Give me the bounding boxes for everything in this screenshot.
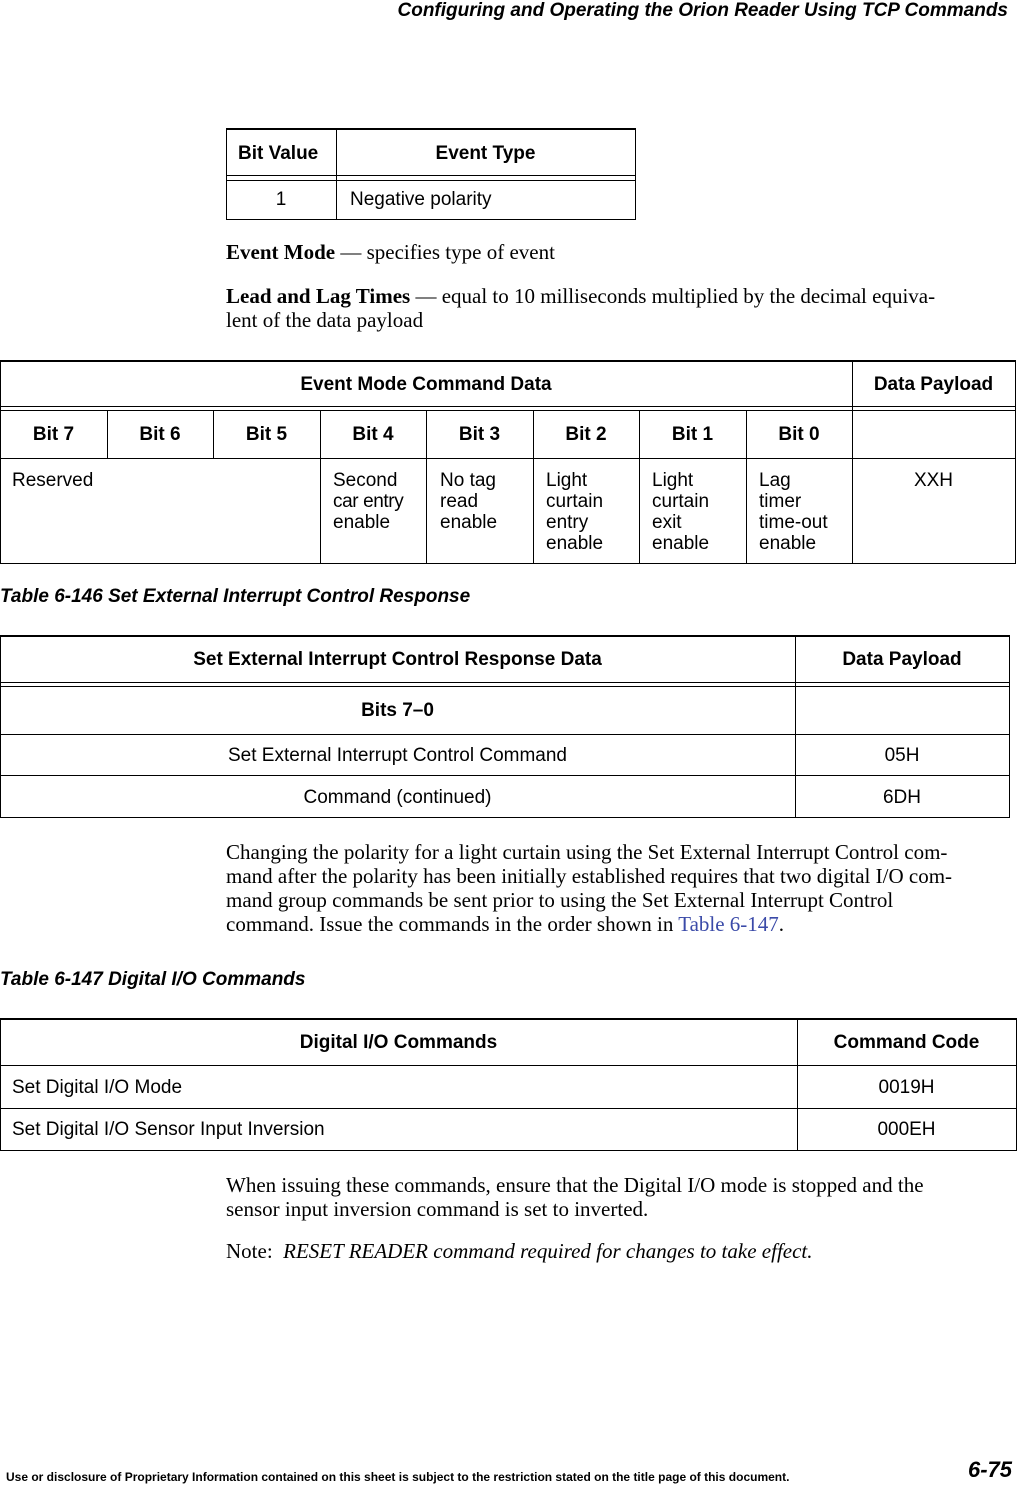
bit-6-header: Bit 6 bbox=[139, 424, 181, 445]
bit-7-header: Bit 7 bbox=[32, 424, 75, 445]
page-number: 6-75 bbox=[967, 1457, 1012, 1482]
event-type-header: Event Type bbox=[435, 143, 536, 164]
table-147-header-commands: Digital I/O Commands bbox=[299, 1032, 498, 1053]
light-curtain-exit-cell: Light curtain exit enable bbox=[652, 470, 710, 554]
lead-lag-term: Lead and Lag Times bbox=[226, 284, 411, 308]
event-mode-term: Event Mode bbox=[226, 240, 336, 264]
bit-value-header: Bit Value bbox=[238, 143, 319, 164]
table-146-caption: Table 6-146 Set External Interrupt Control Response bbox=[0, 586, 471, 607]
table-147-header-code: Command Code bbox=[833, 1032, 980, 1053]
table-147-row-2-label: Set Digital I/O Sensor Input Inversion bbox=[12, 1119, 325, 1140]
table-146-header-data: Set External Interrupt Control Response Data bbox=[193, 649, 602, 670]
bit-3-header: Bit 3 bbox=[458, 424, 501, 445]
table-147-row-1-label: Set Digital I/O Mode bbox=[12, 1077, 183, 1098]
table-146-row-1-value: 05H bbox=[884, 745, 920, 766]
bit-2-header: Bit 2 bbox=[565, 424, 607, 445]
polarity-paragraph: Changing the polarity for a light curtain using the Set External Interrupt Control com- mand after the polarity has been initially established requires that two digital I/O com- mand group commands be sent prior to using the Set External Interrupt Control command. Issue the commands in the order shown in Table 6-147. bbox=[226, 840, 953, 936]
event-mode-text: — specifies type of event bbox=[335, 240, 555, 264]
payload-cell: XXH bbox=[913, 470, 954, 491]
table-147-link[interactable]: Table 6-147 bbox=[678, 912, 779, 936]
bit-value-cell: 1 bbox=[275, 189, 287, 210]
bit-0-header: Bit 0 bbox=[778, 424, 820, 445]
lead-lag-definition bbox=[226, 284, 935, 332]
table-146-row-2-label: Command (continued) bbox=[303, 787, 492, 808]
note-text: RESET READER command required for changes to take effect. bbox=[283, 1239, 813, 1263]
reset-note bbox=[226, 1239, 813, 1263]
no-tag-read-cell: No tag read enable bbox=[440, 470, 498, 533]
lag-timer-timeout-cell: Lag timer time-out enable bbox=[759, 470, 828, 554]
event-type-cell: Negative polarity bbox=[350, 189, 492, 210]
proprietary-notice: Use or disclosure of Proprietary Information contained on this sheet is subject to the restriction stated on the title page of this document. bbox=[6, 1470, 790, 1484]
note-label: Note: bbox=[226, 1239, 273, 1263]
table-146-bits-subheader: Bits 7–0 bbox=[361, 700, 434, 721]
light-curtain-entry-cell: Light curtain entry enable bbox=[546, 470, 604, 554]
table-147-caption: Table 6-147 Digital I/O Commands bbox=[0, 969, 306, 990]
table-146-row-1-label: Set External Interrupt Control Command bbox=[228, 745, 567, 766]
lead-lag-line1: — equal to 10 milliseconds multiplied by the decimal equiva- bbox=[410, 284, 936, 308]
bit-1-header: Bit 1 bbox=[671, 424, 714, 445]
table-147-row-2-code: 000EH bbox=[877, 1119, 936, 1140]
second-car-entry-cell: Second car entry enable bbox=[333, 470, 404, 533]
bit-5-header: Bit 5 bbox=[245, 424, 288, 445]
bit-4-header: Bit 4 bbox=[352, 424, 394, 445]
table-146-row-2-value: 6DH bbox=[882, 787, 921, 808]
table-147-row-1-code: 0019H bbox=[878, 1077, 935, 1098]
event-mode-header: Event Mode Command Data bbox=[300, 374, 552, 395]
table-146-header-payload: Data Payload bbox=[842, 649, 962, 670]
page-header-title: Configuring and Operating the Orion Reader Using TCP Commands bbox=[397, 0, 1008, 21]
reserved-cell: Reserved bbox=[12, 470, 94, 491]
lead-lag-line2: lent of the data payload bbox=[226, 308, 424, 332]
closing-paragraph: When issuing these commands, ensure that the Digital I/O mode is stopped and the sensor input inversion command is set to inverted. bbox=[226, 1173, 924, 1221]
event-mode-definition bbox=[226, 240, 555, 264]
data-payload-header: Data Payload bbox=[873, 374, 994, 395]
